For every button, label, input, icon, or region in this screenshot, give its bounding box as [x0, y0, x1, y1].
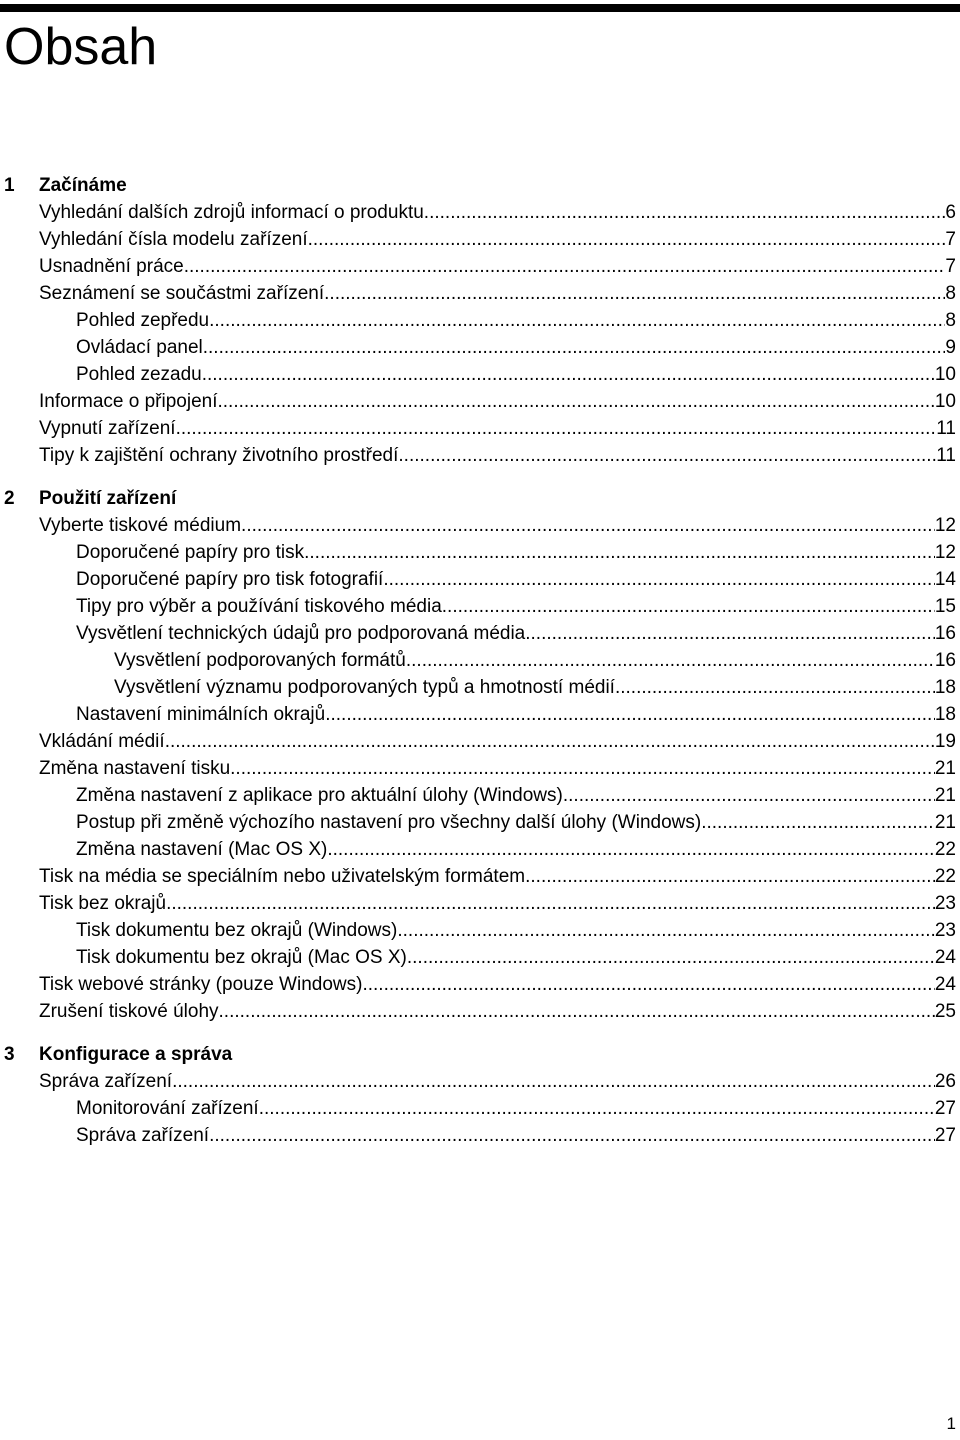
dot-leader — [176, 415, 937, 442]
toc-entry-label: Pohled zezadu — [76, 364, 202, 385]
toc-entry-label: Vypnutí zařízení — [39, 418, 176, 439]
toc-entry-label: Vyberte tiskové médium — [39, 515, 242, 536]
toc-entry[interactable] — [0, 944, 960, 971]
toc-entry-label: Tipy k zajištění ochrany životního prostředí — [39, 445, 399, 466]
dot-leader — [525, 863, 935, 890]
toc-entry-page: 10 — [934, 391, 956, 412]
chapter-number: 1 — [4, 175, 15, 196]
toc-entry-page: 23 — [934, 893, 956, 914]
toc-entry-page: 8 — [945, 283, 956, 304]
toc-entry-page: 27 — [934, 1125, 956, 1146]
toc-entry-label: Nastavení minimálních okrajů — [76, 704, 326, 725]
toc-entry-label: Vysvětlení významu podporovaných typů a hmotností médií — [114, 677, 615, 698]
toc-entry-page: 10 — [934, 364, 956, 385]
toc-entry[interactable] — [0, 593, 960, 620]
dot-leader — [209, 1122, 935, 1149]
toc-entry[interactable] — [0, 917, 960, 944]
toc-entry[interactable] — [0, 539, 960, 566]
toc-entry-page: 12 — [934, 542, 956, 563]
toc-entry-label: Zrušení tiskové úlohy — [39, 1001, 219, 1022]
toc-entry[interactable] — [0, 512, 960, 539]
toc-entry[interactable] — [0, 674, 960, 701]
dot-leader — [362, 971, 934, 998]
toc-entry[interactable] — [0, 809, 960, 836]
dot-leader — [383, 566, 935, 593]
toc-entry[interactable] — [0, 566, 960, 593]
toc-entry-label: Vyhledání čísla modelu zařízení — [39, 229, 308, 250]
toc-entry-page: 7 — [945, 229, 956, 250]
dot-leader — [398, 442, 936, 469]
dot-leader — [219, 998, 935, 1025]
toc-entry[interactable] — [0, 361, 960, 388]
chapter-heading[interactable] — [0, 1041, 960, 1068]
toc-entry-label: Změna nastavení tisku — [39, 758, 231, 779]
toc-entry[interactable] — [0, 755, 960, 782]
toc-entry-page: 24 — [934, 974, 956, 995]
dot-leader — [259, 1095, 935, 1122]
toc-entry-label: Tisk bez okrajů — [39, 893, 167, 914]
chapter-heading[interactable] — [0, 485, 960, 512]
dot-leader — [701, 809, 935, 836]
toc-entry[interactable] — [0, 620, 960, 647]
toc-entry[interactable] — [0, 1122, 960, 1149]
toc-entry[interactable] — [0, 998, 960, 1025]
toc-entry-label: Postup při změně výchozího nastavení pro všechny další úlohy (Windows) — [76, 812, 702, 833]
toc-entry[interactable] — [0, 863, 960, 890]
toc-entry-page: 24 — [934, 947, 956, 968]
toc-entry-page: 16 — [934, 623, 956, 644]
toc-entry-label: Pohled zepředu — [76, 310, 210, 331]
toc-entry-page: 12 — [934, 515, 956, 536]
toc-entry-label: Doporučené papíry pro tisk — [76, 542, 305, 563]
dot-leader — [615, 674, 935, 701]
dot-leader — [202, 361, 935, 388]
chapter-title: Začínáme — [39, 175, 127, 196]
toc-entry-label: Vkládání médií — [39, 731, 165, 752]
dot-leader — [325, 701, 935, 728]
toc-entry-page: 21 — [934, 785, 956, 806]
toc-entry[interactable] — [0, 415, 960, 442]
dot-leader — [184, 253, 946, 280]
dot-leader — [166, 890, 935, 917]
toc-entry[interactable] — [0, 1068, 960, 1095]
toc-entry-page: 27 — [934, 1098, 956, 1119]
dot-leader — [327, 836, 935, 863]
dot-leader — [209, 307, 945, 334]
dot-leader — [203, 334, 946, 361]
toc-entry-label: Informace o připojení — [39, 391, 218, 412]
toc-entry[interactable] — [0, 1095, 960, 1122]
header-rule — [0, 4, 960, 12]
toc-entry-label: Vyhledání dalších zdrojů informací o produktu — [39, 202, 424, 223]
dot-leader — [172, 1068, 935, 1095]
toc-entry-page: 19 — [934, 731, 956, 752]
page-number: 1 — [946, 1414, 956, 1433]
toc-entry-page: 6 — [945, 202, 956, 223]
toc-entry-page: 9 — [945, 337, 956, 358]
toc-entry[interactable] — [0, 280, 960, 307]
dot-leader — [563, 782, 935, 809]
toc-entry[interactable] — [0, 971, 960, 998]
toc-entry-label: Správa zařízení — [76, 1125, 210, 1146]
toc-entry-page: 26 — [934, 1071, 956, 1092]
toc-entry-page: 18 — [934, 677, 956, 698]
toc-entry[interactable] — [0, 226, 960, 253]
toc-entry-label: Tisk webové stránky (pouze Windows) — [39, 974, 363, 995]
toc-entry-page: 7 — [945, 256, 956, 277]
toc-entry[interactable] — [0, 782, 960, 809]
toc-entry-page: 11 — [936, 445, 956, 466]
toc-entry-label: Změna nastavení z aplikace pro aktuální úlohy (Windows) — [76, 785, 563, 806]
toc-entry-page: 23 — [934, 920, 956, 941]
toc-entry-label: Monitorování zařízení — [76, 1098, 259, 1119]
dot-leader — [230, 755, 935, 782]
toc-entry-page: 15 — [934, 596, 956, 617]
toc-entry-label: Usnadnění práce — [39, 256, 184, 277]
toc-entry[interactable] — [0, 388, 960, 415]
toc-entry[interactable] — [0, 199, 960, 226]
dot-leader — [442, 593, 935, 620]
chapter-number: 3 — [4, 1044, 15, 1065]
table-of-contents — [0, 172, 960, 1149]
chapter-heading[interactable] — [0, 172, 960, 199]
toc-entry-label: Ovládací panel — [76, 337, 203, 358]
toc-entry-page: 25 — [934, 1001, 956, 1022]
dot-leader — [424, 199, 946, 226]
toc-entry-page: 21 — [934, 758, 956, 779]
toc-entry[interactable] — [0, 442, 960, 469]
dot-leader — [324, 280, 945, 307]
toc-entry-label: Tipy pro výběr a používání tiskového média — [76, 596, 442, 617]
toc-entry[interactable] — [0, 701, 960, 728]
toc-entry-page: 16 — [934, 650, 956, 671]
dot-leader — [304, 539, 935, 566]
toc-entry-label: Seznámení se součástmi zařízení — [39, 283, 325, 304]
toc-entry-page: 11 — [936, 418, 956, 439]
toc-entry[interactable] — [0, 728, 960, 755]
toc-entry[interactable] — [0, 307, 960, 334]
chapter-title: Konfigurace a správa — [39, 1044, 233, 1065]
dot-leader — [165, 728, 935, 755]
toc-entry-label: Tisk dokumentu bez okrajů (Windows) — [76, 920, 398, 941]
chapter-number: 2 — [4, 488, 15, 509]
toc-entry-label: Změna nastavení (Mac OS X) — [76, 839, 328, 860]
toc-entry[interactable] — [0, 836, 960, 863]
toc-entry-page: 21 — [934, 812, 956, 833]
toc-entry-label: Tisk na média se speciálním nebo uživatelským formátem — [39, 866, 526, 887]
toc-entry[interactable] — [0, 647, 960, 674]
toc-entry-label: Vysvětlení technických údajů pro podporovaná média — [76, 623, 526, 644]
toc-entry[interactable] — [0, 253, 960, 280]
toc-entry[interactable] — [0, 890, 960, 917]
toc-entry-page: 8 — [945, 310, 956, 331]
toc-entry-page: 22 — [934, 839, 956, 860]
toc-entry-page: 14 — [934, 569, 956, 590]
dot-leader — [406, 647, 935, 674]
dot-leader — [308, 226, 946, 253]
toc-entry-page: 22 — [934, 866, 956, 887]
toc-entry[interactable] — [0, 334, 960, 361]
toc-entry-page: 18 — [934, 704, 956, 725]
toc-entry-label: Doporučené papíry pro tisk fotografií — [76, 569, 384, 590]
toc-entry-label: Správa zařízení — [39, 1071, 173, 1092]
toc-entry-label: Tisk dokumentu bez okrajů (Mac OS X) — [76, 947, 407, 968]
dot-leader — [525, 620, 935, 647]
dot-leader — [397, 917, 935, 944]
dot-leader — [407, 944, 935, 971]
page-title: Obsah — [4, 18, 158, 76]
chapter-title: Použití zařízení — [39, 488, 177, 509]
dot-leader — [218, 388, 935, 415]
dot-leader — [241, 512, 935, 539]
toc-entry-label: Vysvětlení podporovaných formátů — [114, 650, 406, 671]
